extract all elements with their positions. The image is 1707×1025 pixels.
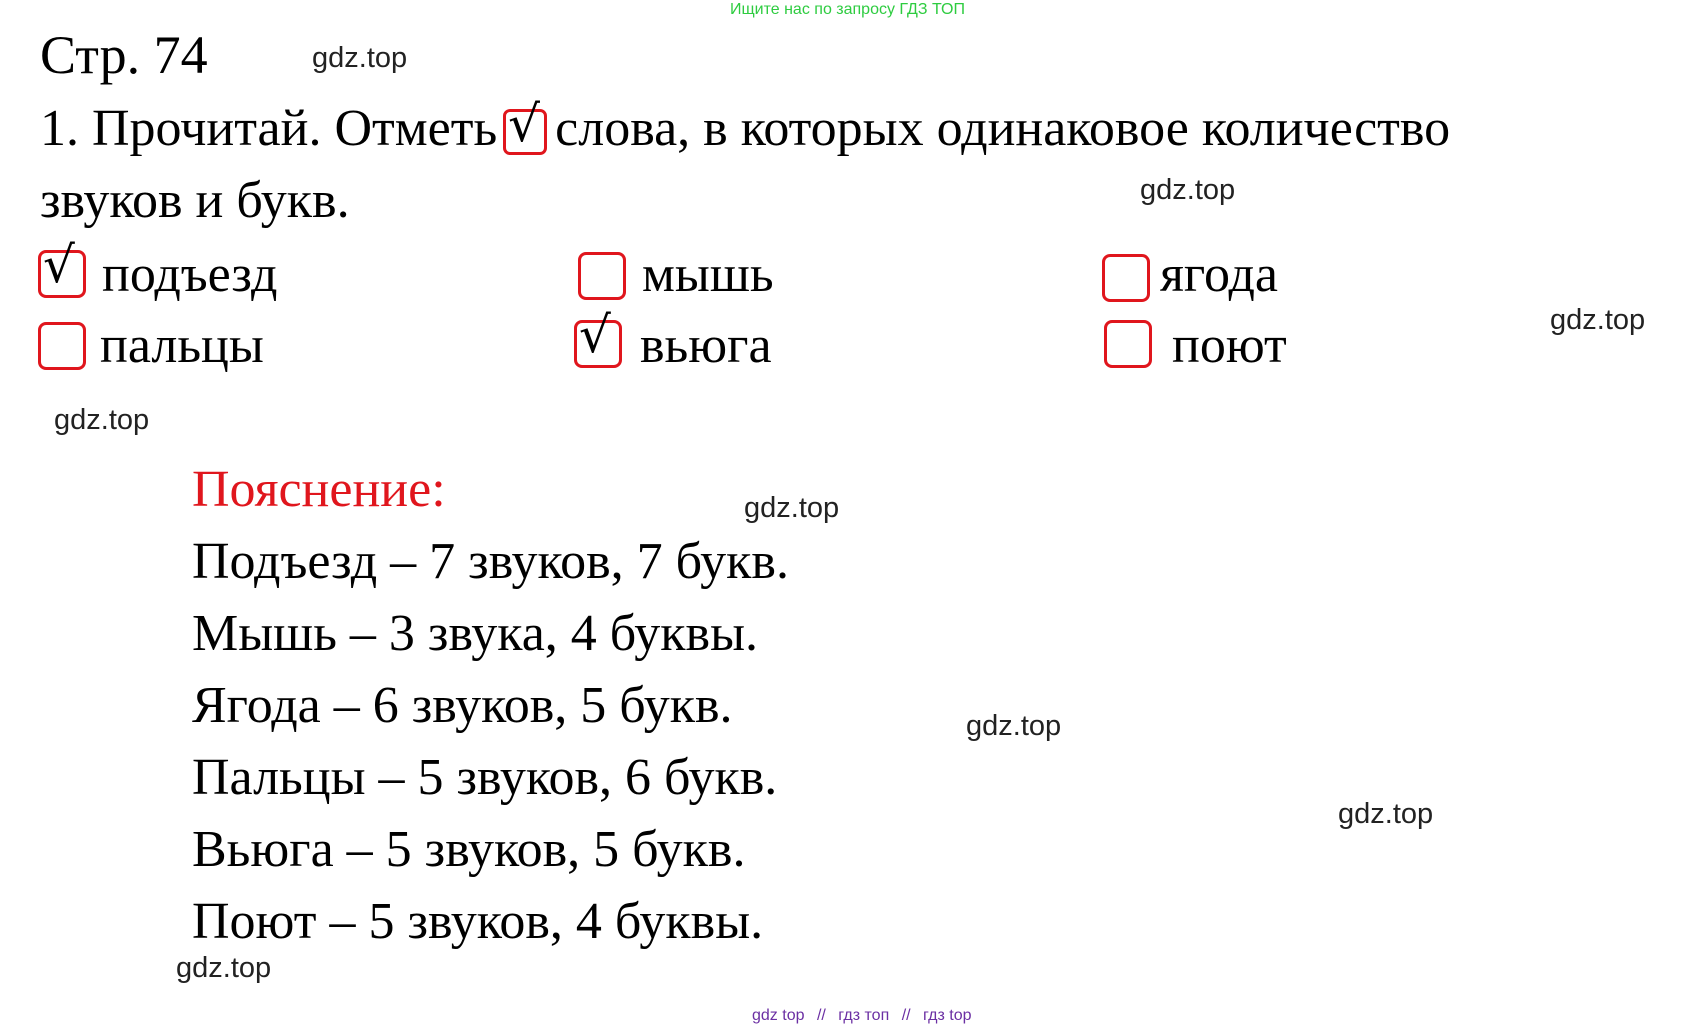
explanation-line: Ягода – 6 звуков, 5 букв.: [192, 677, 733, 734]
check-mark-icon: √: [43, 236, 75, 294]
explanation-line: Вьюга – 5 звуков, 5 букв.: [192, 821, 746, 878]
option-label-podezd: подъезд: [102, 246, 278, 303]
watermark: gdz.top: [54, 404, 150, 436]
top-banner: Ищите нас по запросу ГДЗ ТОП: [730, 1, 965, 18]
option-label-vyuga: вьюга: [640, 317, 772, 374]
footer-text: gdz top: [752, 1007, 805, 1024]
watermark: gdz.top: [966, 710, 1062, 742]
watermark: gdz.top: [176, 952, 272, 984]
option-checkbox-paltsy[interactable]: [38, 322, 86, 370]
explanation-line: Мышь – 3 звука, 4 буквы.: [192, 605, 759, 662]
option-checkbox-podezd[interactable]: [38, 236, 86, 298]
option-checkbox-mysh[interactable]: [578, 252, 626, 300]
option-checkbox-poyut[interactable]: [1104, 320, 1152, 368]
footer-watermark: [748, 1007, 976, 1025]
page-number: Стр. 74: [40, 25, 208, 85]
watermark: gdz.top: [312, 42, 408, 74]
option-checkbox-yagoda[interactable]: [1102, 254, 1150, 302]
option-checkbox-vyuga[interactable]: [574, 306, 622, 368]
watermark: gdz.top: [1338, 798, 1434, 830]
option-label-paltsy: пальцы: [100, 317, 264, 374]
watermark: gdz.top: [1550, 304, 1646, 336]
option-label-yagoda: ягода: [1160, 246, 1278, 303]
task-text-part1: 1. Прочитай. Отметь: [40, 100, 498, 157]
option-label-poyut: поют: [1172, 317, 1287, 374]
explanation-title: Пояснение:: [192, 461, 446, 518]
footer-separator: //: [816, 1007, 826, 1024]
inline-check-box: [503, 95, 547, 155]
footer-separator: //: [901, 1007, 911, 1024]
task-instruction-line2: звуков и букв.: [40, 172, 350, 229]
option-label-mysh: мышь: [642, 246, 774, 303]
watermark: gdz.top: [744, 492, 840, 524]
explanation-line: Подъезд – 7 звуков, 7 букв.: [192, 533, 789, 590]
explanation-line: Пальцы – 5 звуков, 6 букв.: [192, 749, 778, 806]
watermark: gdz.top: [1140, 174, 1236, 206]
task-instruction-line1: [40, 95, 1451, 160]
footer-text: гдз топ: [838, 1007, 890, 1024]
check-mark-icon: √: [508, 95, 541, 153]
check-mark-icon: √: [579, 306, 611, 364]
explanation-line: Поют – 5 звуков, 4 буквы.: [192, 893, 764, 950]
task-text-part2: слова, в которых одинаковое количество: [555, 100, 1451, 157]
footer-text: гдз top: [923, 1007, 972, 1024]
